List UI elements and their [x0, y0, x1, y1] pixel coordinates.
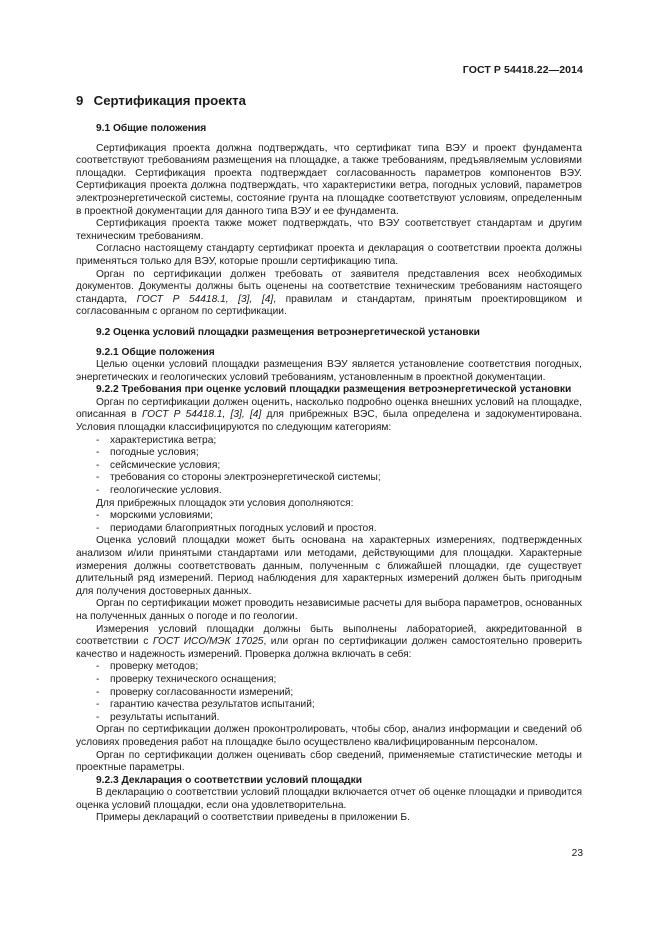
standard-reference: ГОСТ Р 54418.1, [3], [4] [141, 409, 262, 421]
paragraph: Целью оценки условий площадки размещения ВЭУ является установление соответствия погодных, энергетических и геологических условий требованиям, установленным в проектной документации. [76, 359, 582, 383]
list-item: - характеристика ветра; [96, 434, 217, 446]
paragraph: Примеры деклараций о соответствии приведены в приложении Б. [96, 812, 410, 824]
document-code: ГОСТ Р 54418.22—2014 [462, 64, 583, 76]
subsection-heading-9-2: 9.2 Оценка условий площадки размещения ветроэнергетической установки [96, 326, 480, 338]
paragraph: Орган по сертификации может проводить независимые расчеты для выбора параметров, основанных на полученных данных о погоде и по геологии. [76, 598, 582, 622]
paragraph: Орган по сертификации должен оценивать сбор сведений, применяемые статистические методы и проектные параметры. [76, 749, 582, 774]
paragraph: Согласно настоящему стандарту сертификат проекта и декларация о соответствии проекта должны применяться только для ВЭУ, которые прошли сертификацию типа. [76, 243, 582, 267]
section-number: 9 [76, 93, 84, 108]
list-item: - периодами благоприятных погодных условий и простоя. [96, 522, 377, 534]
paragraph: Оценка условий площадки может быть основана на характерных измерениях, подтвержденных анализом и/или принятыми стандартами или методами, действующими для площадки. Характерные измерения должны соответствовать данным, полученным с ближайшей площадки, где существует длительный ряд измерений. Период наблюдения для характерных измерений должен быть пригодным для получения достоверных данных. [76, 535, 582, 597]
paragraph: Орган по сертификации должен оценить, насколько подробно оценка внешних условий на площадке, описанная в ГОСТ Р 54418.1, [3], [4] для прибрежных ВЭС, была определена и задокументирована. Условия площадки классифицируются по следующим категориям: [76, 396, 583, 434]
section-title [76, 93, 582, 109]
list-item: - погодные условия; [96, 447, 199, 459]
paragraph: Орган по сертификации должен требовать от заявителя представления всех необходимых документов. Документы должны быть оценены на соответствие техническим требованиям настоящего стандарта, ГОСТ Р 54418.1, [3], [4], правилам и стандартам, принятым проектировщиком и согласованным с органом по сертификации. [76, 268, 583, 318]
paragraph: Сертификация проекта также может подтверждать, что ВЭУ соответствует стандартам и другим техническим требованиям. [76, 218, 582, 242]
list-item: - геологические условия. [96, 485, 222, 497]
paragraph: Для прибрежных площадок эти условия дополняются: [96, 497, 354, 509]
paragraph: Измерения условий площадки должны быть выполнены лабораторией, аккредитованной в соответствии с ГОСТ ИСО/МЭК 17025, или орган по сертификации должен самостоятельно проверить качество и надежность измерений. Проверка должна включать в себя: [76, 623, 583, 660]
list-item: - гарантию качества результатов испытаний; [96, 699, 315, 711]
subsection-heading-9-2-2: 9.2.2 Требования при оценке условий площадки размещения ветроэнергетической установки [96, 384, 572, 396]
subsection-heading-9-2-3: 9.2.3 Декларация о соответствии условий площадки [96, 774, 362, 786]
subsection-heading-9-2-1: 9.2.1 Общие положения [96, 346, 215, 358]
offshore-conditions-list [76, 510, 582, 535]
list-item: - результаты испытаний. [96, 711, 220, 723]
list-item: - сейсмические условия; [96, 459, 221, 471]
subsection-heading-9-1: 9.1 Общие положения [96, 123, 207, 134]
standard-reference: ГОСТ ИСО/МЭК 17025 [152, 636, 264, 648]
paragraph: Сертификация проекта должна подтверждать, что сертификат типа ВЭУ и проект фундамента соответствуют требованиям размещения на площадке, а также требованиям, предъявляемым условиями площадки. Сертификация проекта подтверждает согласованность параметров компонентов ВЭУ. Сертификация проекта должна подтверждать, что характеристики ветра, погодных условий, параметров электроэнергетической системы, состояние грунта на площадке соответствуют условиям, определенным в проектной документации для данного типа ВЭУ и ее фундамента. [76, 142, 582, 217]
page-number: 23 [571, 848, 583, 859]
list-item: - проверку согласованности измерений; [96, 686, 294, 698]
list-item: - проверку методов; [96, 661, 199, 673]
list-item: - морскими условиями; [96, 510, 214, 522]
verification-list [76, 661, 582, 724]
paragraph: В декларацию о соответствии условий площадки включается отчет об оценке площадки и приводится оценка условий площадки, если она удовлетворительна. [76, 787, 582, 811]
list-item: - проверку технического оснащения; [96, 673, 277, 685]
page-content [76, 93, 582, 825]
site-conditions-list [76, 435, 582, 498]
paragraph: Орган по сертификации должен проконтролировать, чтобы сбор, анализ информации и сведений об условиях проведения работ на площадке было осуществлено квалифицированным персоналом. [76, 724, 582, 748]
section-title-text: Сертификация проекта [93, 93, 246, 108]
list-item: - требования со стороны электроэнергетической системы; [96, 472, 381, 484]
standard-reference: ГОСТ Р 54418.1, [3], [4] [136, 293, 274, 305]
